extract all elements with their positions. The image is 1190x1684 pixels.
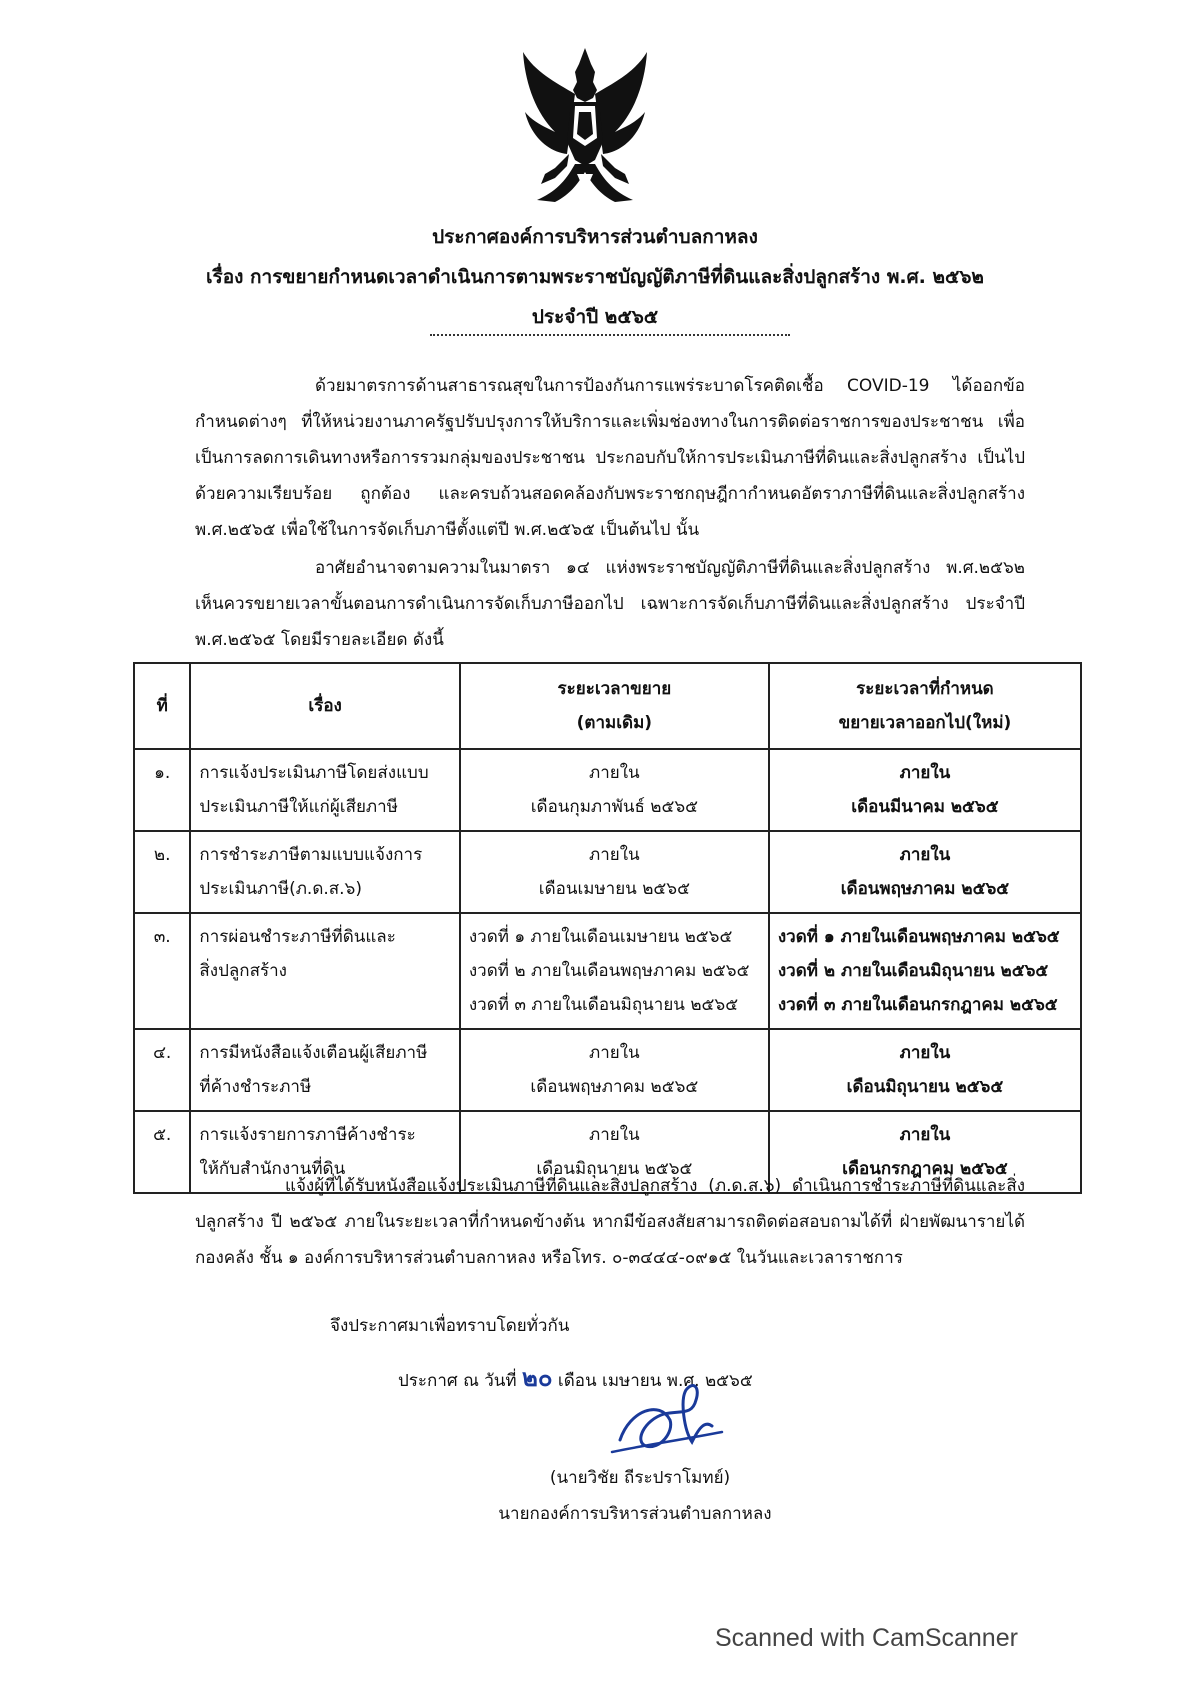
paragraph-authority: อาศัยอำนาจตามความในมาตรา ๑๔ แห่งพระราชบัญญัติภาษีที่ดินและสิ่งปลูกสร้าง พ.ศ.๒๕๖๒ เห็นควรขยายเวลาขั้นตอนการดำเนินการจัดเก็บภาษีออกไป เฉพาะการจัดเก็บภาษีที่ดินและสิ่งปลูกสร้าง ประจำปี พ.ศ.๒๕๖๕ โดยมีรายละเอียด ดังนี้ [195,558,1025,650]
new-line-1: ภายใน [899,845,951,865]
row-subject [190,1029,459,1111]
installment-3: งวดที่ ๓ ภายในเดือนมิถุนายน ๒๕๖๕ [468,995,739,1015]
header-new-line2: ขยายเวลาออกไป(ใหม่) [838,713,1012,733]
header-new-period [769,663,1081,749]
header-subject: เรื่อง [190,663,459,749]
row-subject [190,749,459,831]
subject-line-2: ประเมินภาษีให้แก่ผู้เสียภาษี [199,797,398,817]
signatory-name: (นายวิชัย ถีระปราโมทย์) [549,1468,731,1488]
subject-line: เรื่อง การขยายกำหนดเวลาดำเนินการตามพระราชบัญญัติภาษีที่ดินและสิ่งปลูกสร้าง พ.ศ. ๒๕๖๒ [206,266,984,288]
table-row [134,913,1081,1029]
announcement-heading: ประกาศองค์การบริหารส่วนตำบลกาหลง [432,226,758,248]
table-row [134,1029,1081,1111]
subject-line-1: การผ่อนชำระภาษีที่ดินและ [199,927,396,947]
subject-line-1: การแจ้งรายการภาษีค้างชำระ [199,1125,416,1145]
signatory-title: นายกองค์การบริหารส่วนตำบลกาหลง [498,1504,772,1524]
original-line-2: เดือนพฤษภาคม ๒๕๖๕ [530,1077,699,1097]
garuda-emblem [515,42,655,210]
row-subject [190,831,459,913]
row-new-period [769,1029,1081,1111]
row-original-period [460,1029,769,1111]
subject-line-2: สิ่งปลูกสร้าง [199,961,287,981]
subject-line-2: ที่ค้างชำระภาษี [199,1077,312,1097]
header-new-line1: ระยะเวลาที่กำหนด [856,679,994,699]
new-line-2: เดือนมิถุนายน ๒๕๖๕ [846,1077,1004,1097]
original-line-2: เดือนเมษายน ๒๕๖๕ [538,879,690,899]
row-number: ๔. [134,1029,190,1111]
new-line-1: ภายใน [899,1043,951,1063]
new-line-2: เดือนกรกฎาคม ๒๕๖๕ [842,1159,1008,1179]
paragraph-background: ด้วยมาตรการด้านสาธารณสุขในการป้องกันการแพร่ระบาดโรคติดเชื้อ COVID-19 ได้ออกข้อกำหนดต่างๆ ที่ให้หน่วยงานภาครัฐปรับปรุงการให้บริการและเพิ่มช่องทางในการติดต่อราชการของประชาชน เพื่อเป็นการลดการเดินทางหรือการรวมกลุ่มของประชาชน ประกอบกับให้การประเมินภาษีที่ดินและสิ่งปลูกสร้าง เป็นไปด้วยความเรียบร้อย ถูกต้อง และครบถ้วนสอดคล้องกับพระราชกฤษฎีกากำหนดอัตราภาษีที่ดินและสิ่งปลูกสร้าง พ.ศ.๒๕๖๕ เพื่อใช้ในการจัดเก็บภาษีตั้งแต่ปี พ.ศ.๒๕๖๕ เป็นต้นไป นั้น [195,376,1025,540]
original-line-2: เดือนมิถุนายน ๒๕๖๕ [536,1159,693,1179]
subject-line-2: ประเมินภาษี(ภ.ด.ส.๖) [199,879,362,899]
header-original-line1: ระยะเวลาขยาย [557,679,672,699]
header-no: ที่ [134,663,190,749]
new-line-2: เดือนมีนาคม ๒๕๖๕ [851,797,999,817]
table-header-row [134,663,1081,749]
row-number: ๒. [134,831,190,913]
dotted-divider [430,334,790,336]
installment-2: งวดที่ ๒ ภายในเดือนพฤษภาคม ๒๕๖๕ [468,961,750,981]
fiscal-year-line: ประจำปี ๒๕๖๕ [531,306,659,328]
date-suffix: เดือน เมษายน พ.ศ. ๒๕๖๕ [557,1371,753,1391]
row-number: ๑. [134,749,190,831]
original-line-1: ภายใน [589,845,640,865]
subject-line-2: ให้กับสำนักงานที่ดิน [199,1159,346,1179]
installment-1: งวดที่ ๑ ภายในเดือนเมษายน ๒๕๖๕ [468,927,733,947]
installment-2: งวดที่ ๒ ภายในเดือนมิถุนายน ๒๕๖๕ [777,961,1049,981]
row-subject [190,913,459,1029]
table-row [134,749,1081,831]
installment-1: งวดที่ ๑ ภายในเดือนพฤษภาคม ๒๕๖๕ [777,927,1060,947]
row-original-period [460,913,769,1029]
row-number: ๕. [134,1111,190,1193]
closing-statement: จึงประกาศมาเพื่อทราบโดยทั่วกัน [330,1316,570,1336]
header-original-line2: (ตามเดิม) [576,713,653,733]
date-prefix: ประกาศ ณ วันที่ [398,1371,517,1391]
subject-line-1: การแจ้งประเมินภาษีโดยส่งแบบ [199,763,429,783]
subject-line-1: การชำระภาษีตามแบบแจ้งการ [199,845,423,865]
row-number: ๓. [134,913,190,1029]
new-line-1: ภายใน [899,763,951,783]
row-new-period [769,831,1081,913]
date-day-handwritten: ๒๐ [522,1363,553,1392]
new-line-1: ภายใน [899,1125,951,1145]
schedule-table [133,662,1082,1194]
row-new-period [769,749,1081,831]
original-line-1: ภายใน [589,1125,640,1145]
header-original-period [460,663,769,749]
original-line-1: ภายใน [589,763,640,783]
new-line-2: เดือนพฤษภาคม ๒๕๖๕ [840,879,1010,899]
paragraph-payment-notice: แจ้งผู้ที่ได้รับหนังสือแจ้งประเมินภาษีที่ดินและสิ่งปลูกสร้าง (ภ.ด.ส.๖) ดำเนินการชำระภาษีที่ดินและสิ่งปลูกสร้าง ปี ๒๕๖๕ ภายในระยะเวลาที่กำหนดข้างต้น หากมีข้อสงสัยสามารถติดต่อสอบถามได้ที่ ฝ่ายพัฒนารายได้ กองคลัง ชั้น ๑ องค์การบริหารส่วนตำบลกาหลง หรือโทร. ๐-๓๔๔๔-๐๙๑๕ ในวันและเวลาราชการ [195,1176,1025,1268]
original-line-1: ภายใน [589,1043,640,1063]
row-original-period [460,831,769,913]
original-line-2: เดือนกุมภาพันธ์ ๒๕๖๕ [530,797,698,817]
subject-line-1: การมีหนังสือแจ้งเตือนผู้เสียภาษี [199,1043,428,1063]
installment-3: งวดที่ ๓ ภายในเดือนกรกฎาคม ๒๕๖๕ [777,995,1058,1015]
row-original-period [460,749,769,831]
table-row [134,831,1081,913]
scanner-watermark: Scanned with CamScanner [715,1624,1018,1652]
row-new-period [769,913,1081,1029]
